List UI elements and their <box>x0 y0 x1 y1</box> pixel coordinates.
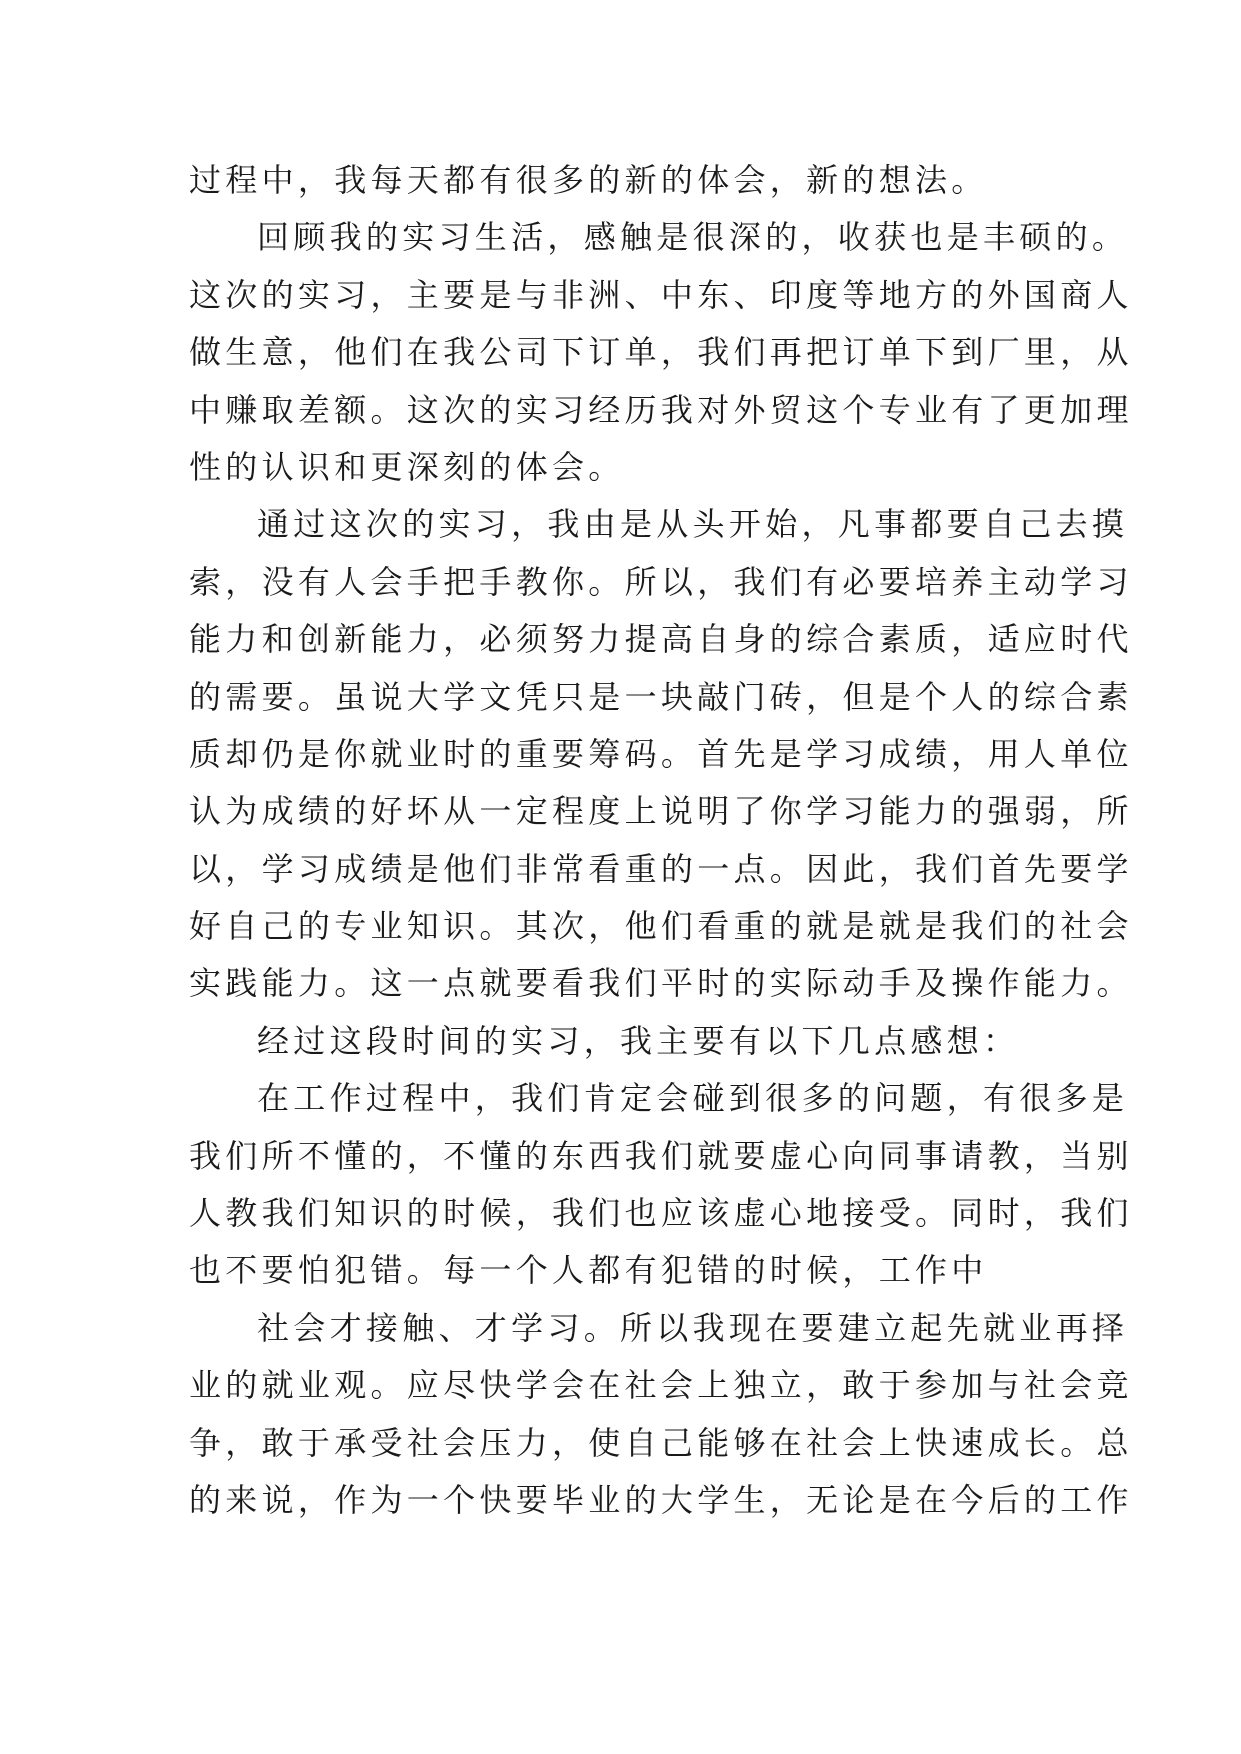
text-line: 实践能力。这一点就要看我们平时的实际动手及操作能力。 <box>189 964 1133 1003</box>
text-line: 过程中，我每天都有很多的新的体会，新的想法。 <box>189 161 988 199</box>
text-line: 认为成绩的好坏从一定程度上说明了你学习能力的强弱，所 <box>189 792 1133 831</box>
text-line: 经过这段时间的实习，我主要有以下几点感想： <box>257 1021 1020 1060</box>
text-line: 也不要怕犯错。每一个人都有犯错的时候，工作中 <box>189 1251 988 1290</box>
text-line: 业的就业观。应尽快学会在社会上独立，敢于参加与社会竞 <box>189 1366 1133 1405</box>
document-body <box>189 152 1133 1529</box>
text-line: 回顾我的实习生活，感触是很深的，收获也是丰硕的。 <box>257 218 1129 257</box>
text-line: 索，没有人会手把手教你。所以，我们有必要培养主动学习 <box>189 562 1133 601</box>
text-line: 质却仍是你就业时的重要筹码。首先是学习成绩，用人单位 <box>189 734 1133 773</box>
text-line: 能力和创新能力，必须努力提高自身的综合素质，适应时代 <box>189 620 1133 659</box>
text-line: 这次的实习，主要是与非洲、中东、印度等地方的外国商人 <box>189 275 1133 314</box>
text-line: 的需要。虽说大学文凭只是一块敲门砖，但是个人的综合素 <box>189 677 1133 716</box>
text-line: 中赚取差额。这次的实习经历我对外贸这个专业有了更加理 <box>189 390 1133 429</box>
text-line: 争，敢于承受社会压力，使自己能够在社会上快速成长。总 <box>189 1423 1133 1462</box>
text-line: 性的认识和更深刻的体会。 <box>189 447 625 486</box>
text-line: 通过这次的实习，我由是从头开始，凡事都要自己去摸 <box>257 505 1129 544</box>
text-line: 以，学习成绩是他们非常看重的一点。因此，我们首先要学 <box>189 849 1133 888</box>
text-line: 我们所不懂的，不懂的东西我们就要虚心向同事请教，当别 <box>189 1136 1133 1175</box>
text-line: 好自己的专业知识。其次，他们看重的就是就是我们的社会 <box>189 907 1133 946</box>
text-line: 做生意，他们在我公司下订单，我们再把订单下到厂里，从 <box>189 333 1133 372</box>
text-line: 社会才接触、才学习。所以我现在要建立起先就业再择 <box>257 1308 1129 1347</box>
text-line: 在工作过程中，我们肯定会碰到很多的问题，有很多是 <box>257 1079 1129 1118</box>
text-line: 的来说，作为一个快要毕业的大学生，无论是在今后的工作 <box>189 1480 1133 1519</box>
text-line: 人教我们知识的时候，我们也应该虚心地接受。同时，我们 <box>189 1194 1133 1233</box>
